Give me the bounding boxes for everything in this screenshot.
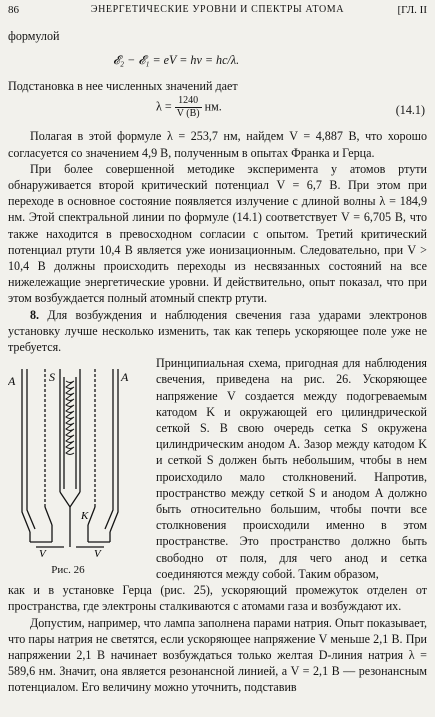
label-A-right: A: [121, 370, 129, 385]
section-number: 8.: [30, 307, 40, 322]
label-K: K: [81, 510, 89, 523]
chapter-mark: [ГЛ. II: [397, 4, 427, 16]
paragraph-3-top: [8, 307, 427, 356]
paragraph-3-end: как и в установке Герца (рис. 25), ускоряющий промежуток отделен от пространства, где электроны сталкиваются с атомами газа и возбуждают их.: [8, 583, 427, 614]
label-S: S: [49, 370, 55, 385]
eq-unit: нм.: [201, 99, 222, 114]
running-title: ЭНЕРГЕТИЧЕСКИЕ УРОВНИ И СПЕКТРЫ АТОМА: [90, 4, 345, 15]
figure-caption: Рис. 26: [51, 564, 85, 577]
page-number: 86: [8, 4, 19, 16]
equation-energy-text: 𝓔₂ − 𝓔₁ = eV = hν = hc/λ.: [113, 53, 240, 68]
anode-left-wall: [22, 369, 30, 532]
equation-14-1-body: [156, 95, 222, 120]
eq-denominator: V (В): [176, 108, 200, 120]
equation-14-1: [8, 94, 427, 128]
equation-energy: [8, 44, 427, 78]
eq-lhs: λ =: [156, 99, 175, 114]
paragraph-3-wrap: Принципиальная схема, пригодная для наблюдения свечения, приведена на рис. 26. Ускоряющее напряжение V создается между подогреваемым катодом K и окружающей его цилиндрической сеткой S. В свою очередь сетка S окружена цилиндрическим анодом A. Зазор между катодом K и сеткой S должен быть небольшим, чтобы в нем происходило мало столкновений. Напротив, пространство между сеткой S и анодом A должно быть относительно большим, чтобы почти все столкновения происходили именно в этом пространстве. Это пространство должно быть свободно от поля, для чего анод и сетка соединяются между собой. Таким образом,: [156, 356, 427, 581]
page-header: [8, 4, 427, 20]
anode-right-wall: [110, 369, 118, 532]
formula-intro: формулой: [8, 29, 60, 43]
figure-26: [8, 357, 148, 579]
label-A-left: A: [8, 374, 16, 389]
eq-numerator: 1240: [175, 95, 202, 108]
paragraph-4: Допустим, например, что лампа заполнена парами натрия. Опыт показывает, что пары натрия не светятся, если ускоряющее напряжение V меньше 2,1 В. При напряжении 2,1 В начинает возбуждаться только желтая D-линия натрия λ = 589,6 нм. Значит, она является резонансной линией, а V = 2,1 В — резонансным потенциалом. Его величину можно уточнить, подставив: [8, 615, 427, 695]
equation-number: (14.1): [395, 103, 425, 118]
paragraph-2: При более совершенной методике эксперимента у атомов ртути обнаруживается второй критический потенциал V = 6,7 В. При этом при переходе в основное состояние появляется излучение с длиной волны λ = 184,9 нм. Этой спектральной линии по формуле (14.1) соответствует V = 6,705 В, что также находится в превосходном согласии с опытом. Третий критический потенциал ртути 10,4 В является уже ионизационным. Следовательно, при V > 10,4 В должны происходить переходы из несвязанных состояний на все нижележащие энергетические уровни. И действительно, опыт показал, что при этом возбуждается полный атомный спектр ртути.: [8, 161, 427, 306]
substitution-text: Подстановка в нее численных значений дает: [8, 79, 238, 94]
eq-fraction: [175, 95, 202, 120]
label-V-right: V: [94, 548, 101, 560]
paragraph-1: Полагая в этой формуле λ = 253,7 нм, найдем V = 4,887 В, что хорошо согласуется со значением 4,9 В, полученным в опытах Франка и Герца.: [8, 129, 427, 160]
label-V-left: V: [39, 548, 46, 560]
paragraph-3-top-text: Для возбуждения и наблюдения свечения газа ударами электронов установку лучше несколько изменить, так как теперь ускоряющее поле уже не требуется.: [8, 307, 427, 355]
heater-coil: [66, 381, 74, 455]
page-body: [8, 28, 427, 696]
lamp-diagram: [8, 357, 138, 559]
